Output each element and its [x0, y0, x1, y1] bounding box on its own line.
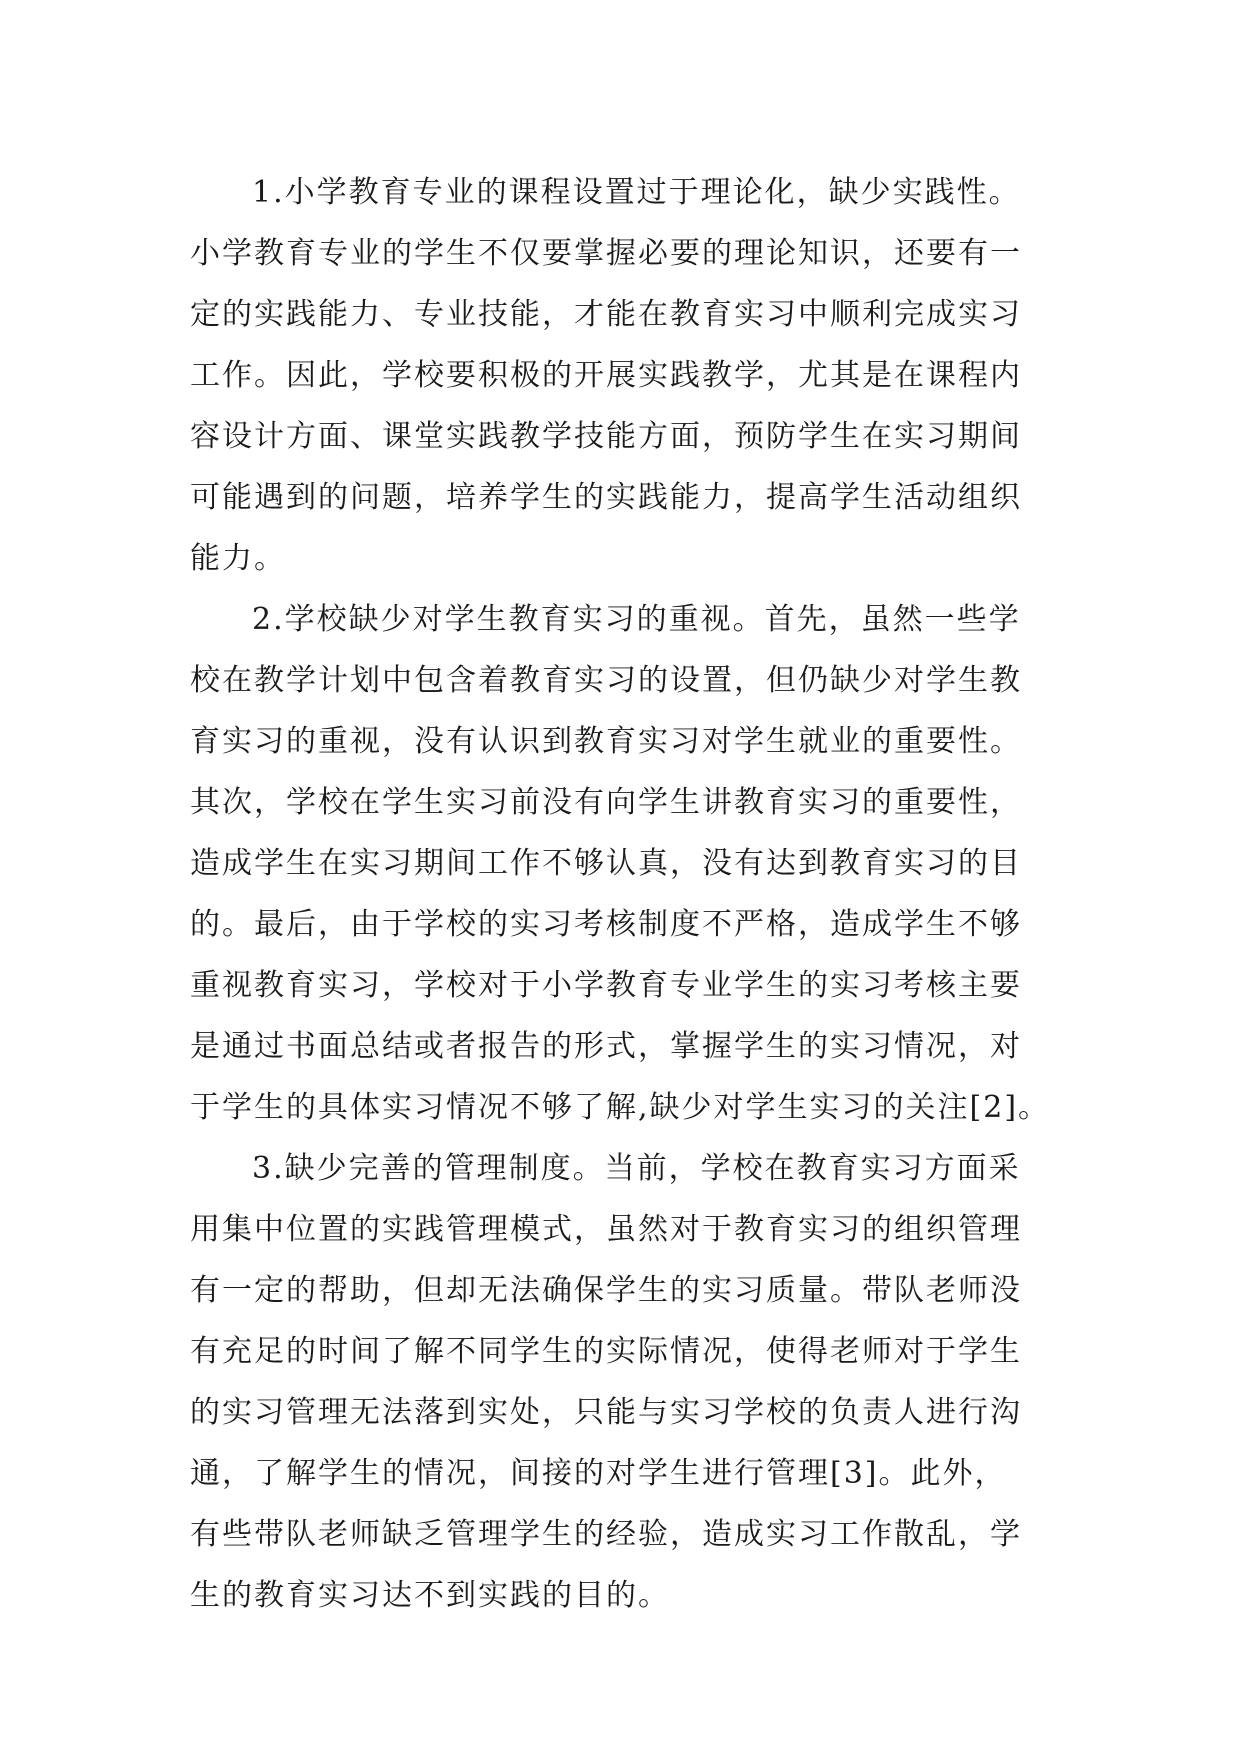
text-line: 其次，学校在学生实习前没有向学生讲教育实习的重要性，	[190, 785, 1022, 820]
text-line: 有些带队老师缺乏管理学生的经验，造成实习工作散乱，学	[190, 1517, 1022, 1552]
text-line: 1.小学教育专业的课程设置过于理论化，缺少实践性。	[252, 175, 1021, 210]
text-line: 的。最后，由于学校的实习考核制度不严格，造成学生不够	[190, 907, 1022, 942]
text-line: 可能遇到的问题，培养学生的实践能力，提高学生活动组织	[190, 480, 1022, 515]
text-line: 能力。	[190, 541, 286, 576]
text-line: 工作。因此，学校要积极的开展实践教学，尤其是在课程内	[190, 358, 1022, 393]
text-line: 有充足的时间了解不同学生的实际情况，使得老师对于学生	[190, 1334, 1022, 1369]
paragraph-3	[190, 1138, 1060, 1626]
body-text	[190, 162, 1060, 1626]
text-line: 用集中位置的实践管理模式，虽然对于教育实习的组织管理	[190, 1212, 1022, 1247]
text-line: 于学生的具体实习情况不够了解,缺少对学生实习的关注[2]。	[190, 1090, 1051, 1125]
text-line: 育实习的重视，没有认识到教育实习对学生就业的重要性。	[190, 724, 1022, 759]
text-line: 造成学生在实习期间工作不够认真，没有达到教育实习的目	[190, 846, 1022, 881]
text-line: 小学教育专业的学生不仅要掌握必要的理论知识，还要有一	[190, 236, 1022, 271]
text-line: 定的实践能力、专业技能，才能在教育实习中顺利完成实习	[190, 297, 1022, 332]
text-line: 容设计方面、课堂实践教学技能方面，预防学生在实习期间	[190, 419, 1022, 454]
text-line: 2.学校缺少对学生教育实习的重视。首先，虽然一些学	[252, 602, 1021, 637]
text-line: 校在教学计划中包含着教育实习的设置，但仍缺少对学生教	[190, 663, 1022, 698]
paragraph-2	[190, 589, 1060, 1138]
text-line: 3.缺少完善的管理制度。当前，学校在教育实习方面采	[252, 1151, 1021, 1186]
text-line: 通，了解学生的情况，间接的对学生进行管理[3]。此外，	[190, 1456, 1007, 1491]
text-line: 有一定的帮助，但却无法确保学生的实习质量。带队老师没	[190, 1273, 1022, 1308]
text-line: 是通过书面总结或者报告的形式，掌握学生的实习情况，对	[190, 1029, 1022, 1064]
paragraph-1	[190, 162, 1060, 589]
text-line: 生的教育实习达不到实践的目的。	[190, 1578, 670, 1613]
text-line: 重视教育实习，学校对于小学教育专业学生的实习考核主要	[190, 968, 1022, 1003]
text-line: 的实习管理无法落到实处，只能与实习学校的负责人进行沟	[190, 1395, 1022, 1430]
